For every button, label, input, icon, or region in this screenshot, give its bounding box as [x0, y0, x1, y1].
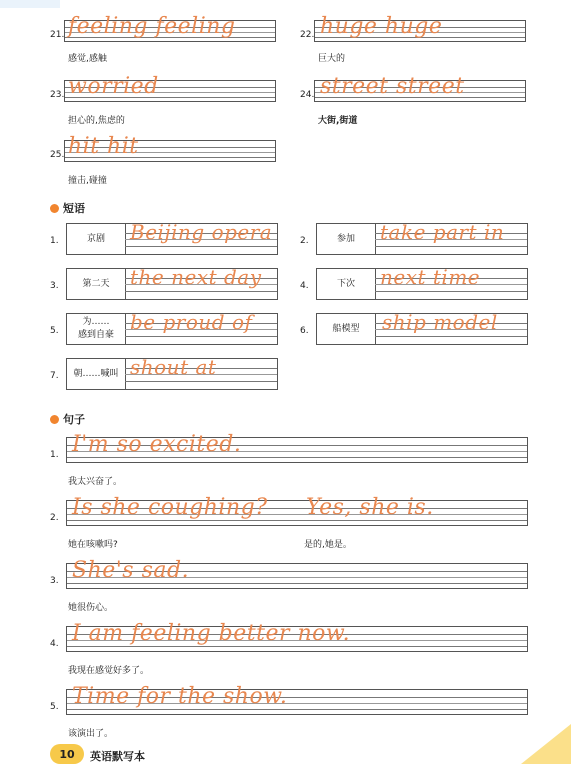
- phrases-heading: 短语: [50, 200, 85, 216]
- handwritten-answer: huge huge: [320, 14, 443, 39]
- chinese-meaning: 我太兴奋了。: [68, 477, 123, 487]
- item-number: 4.: [300, 281, 309, 291]
- chinese-meaning: 感觉,感触: [68, 54, 107, 64]
- handwritten-answer: next time: [380, 265, 481, 289]
- item-number: 2.: [50, 513, 59, 523]
- chinese-meaning: 她在咳嗽吗?: [68, 540, 118, 550]
- phrase-label: 为…… 感到自豪: [67, 314, 126, 344]
- item-number: 5.: [50, 326, 59, 336]
- item-number: 2.: [300, 236, 309, 246]
- item-number: 24.: [300, 90, 315, 100]
- chinese-meaning: 我现在感觉好多了。: [68, 666, 150, 676]
- handwritten-answer: Is she coughing?: [72, 495, 268, 520]
- page-number: 10: [50, 744, 84, 764]
- handwritten-answer: feeling feeling: [68, 14, 236, 39]
- handwritten-answer: I'm so excited.: [72, 432, 242, 457]
- item-number: 25.: [50, 150, 65, 160]
- handwritten-answer: I am feeling better now.: [72, 621, 351, 646]
- handwritten-answer: worried: [68, 74, 159, 99]
- chinese-meaning: 她很伤心。: [68, 603, 114, 613]
- item-number: 7.: [50, 371, 59, 381]
- phrase-label: 第二天: [67, 269, 126, 299]
- sentences-heading: 句子: [50, 411, 85, 427]
- item-number: 3.: [50, 576, 59, 586]
- item-number: 6.: [300, 326, 309, 336]
- bullet-dot-icon: [50, 415, 59, 424]
- corner-decoration: [521, 724, 571, 764]
- phrase-label: 下次: [317, 269, 376, 299]
- chinese-meaning: 撞击,碰撞: [68, 176, 107, 186]
- phrase-label: 参加: [317, 224, 376, 254]
- item-number: 4.: [50, 639, 59, 649]
- item-number: 21.: [50, 30, 65, 40]
- phrase-label: 船模型: [317, 314, 376, 344]
- handwritten-answer: shout at: [130, 355, 217, 379]
- item-number: 3.: [50, 281, 59, 291]
- handwritten-answer: the next day: [130, 265, 262, 289]
- item-number: 22.: [300, 30, 315, 40]
- handwritten-answer: ship model: [382, 310, 498, 334]
- phrase-label: 朝……喊叫: [67, 359, 126, 389]
- chinese-meaning-reply: 是的,她是。: [304, 540, 352, 550]
- item-number: 1.: [50, 450, 59, 460]
- phrase-label: 京剧: [67, 224, 126, 254]
- handwritten-answer: hit hit: [68, 134, 139, 159]
- item-number: 5.: [50, 702, 59, 712]
- top-decoration: [0, 0, 60, 8]
- chinese-meaning: 担心的,焦虑的: [68, 116, 125, 126]
- book-title: 英语默写本: [90, 750, 145, 763]
- chinese-meaning: 该演出了。: [68, 729, 114, 739]
- handwritten-answer: Beijing opera: [130, 220, 273, 244]
- handwritten-answer: Time for the show.: [72, 684, 288, 709]
- chinese-meaning: 巨大的: [318, 54, 346, 64]
- handwritten-answer: She's sad.: [72, 558, 190, 583]
- chinese-meaning: 大街,街道: [318, 116, 358, 126]
- handwritten-answer: be proud of: [130, 310, 253, 334]
- handwritten-answer: street street: [320, 74, 465, 99]
- item-number: 23.: [50, 90, 65, 100]
- bullet-dot-icon: [50, 204, 59, 213]
- item-number: 1.: [50, 236, 59, 246]
- handwritten-answer-reply: Yes, she is.: [306, 495, 434, 520]
- handwritten-answer: take part in: [380, 220, 505, 244]
